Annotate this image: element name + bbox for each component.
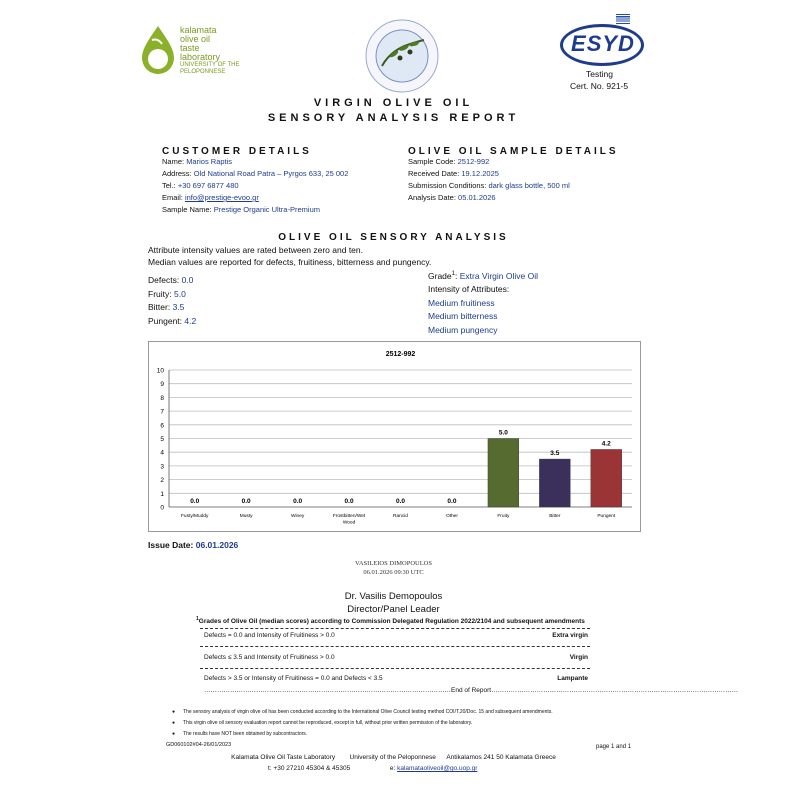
chart-title: 2512-992 — [385, 351, 416, 358]
note-1 — [172, 707, 612, 718]
report-title-line2: SENSORY ANALYSIS REPORT — [267, 112, 520, 124]
grade-row-2 — [204, 654, 588, 661]
tel-value: +30 697 6877 480 — [177, 181, 239, 190]
note-text: This virgin olive oil sensory evaluation report cannot be reproduced, except in full, without prior written permission of the laboratory. — [183, 720, 473, 726]
tel-label: Tel.: — [162, 181, 176, 190]
conditions-value: dark glass bottle, 500 ml — [488, 181, 570, 190]
x-tick-label: Winey — [290, 514, 305, 519]
x-tick-label: Bitter — [549, 514, 561, 519]
y-tick-label: 7 — [160, 408, 164, 416]
y-tick-label: 6 — [160, 422, 164, 430]
note-3 — [172, 729, 612, 740]
lab-logo-uni: UNIVERSITY OF THE — [180, 62, 240, 68]
sample-name-label: Sample Name: — [162, 205, 212, 214]
issue-date — [148, 539, 238, 553]
analysis-heading: OLIVE OIL SENSORY ANALYSIS — [278, 232, 509, 243]
x-tick-label: Pungent — [597, 514, 616, 519]
pungent-value: 4.2 — [184, 315, 197, 326]
address-label: Address: — [162, 169, 192, 178]
y-tick-label: 10 — [156, 367, 164, 375]
bar-chart — [149, 342, 640, 531]
intensity-pungency: Medium pungency — [428, 324, 498, 335]
y-tick-label: 8 — [160, 394, 164, 402]
y-tick-label: 2 — [160, 477, 164, 485]
analysis-date-value: 05.01.2026 — [458, 193, 496, 202]
data-label: 4.2 — [601, 440, 611, 448]
x-tick-label: Frostbitten/Wet — [332, 514, 366, 519]
x-tick-label: Other — [445, 514, 458, 519]
grade-row-1 — [204, 632, 588, 639]
stamp-name: VASILEIOS DIMOPOULOS — [355, 560, 432, 567]
grade-row-text: Defects ≤ 3.5 and Intensity of Fruitiness > 0.0 — [204, 654, 335, 661]
esyd-testing: Testing — [586, 69, 613, 79]
sample-details — [408, 156, 648, 204]
data-label: 0.0 — [395, 498, 406, 505]
signatory-role: Director/Panel Leader — [347, 604, 440, 615]
conditions-label: Submission Conditions: — [408, 181, 487, 190]
seal-icon — [364, 18, 440, 94]
footer-address: Kalamata Olive Oil Taste Laboratory University of the Peloponnese Antikalamos 241 50 Kalamata Greece — [231, 754, 556, 761]
fruity-label: Fruity: — [148, 288, 172, 299]
seal-logo — [364, 18, 440, 94]
signature-stamp — [0, 559, 787, 577]
analysis-date-label: Analysis Date: — [408, 193, 456, 202]
fruity-value: 5.0 — [174, 288, 186, 299]
x-tick-label: Fusty/Muddy — [180, 514, 209, 519]
data-label: 0.0 — [293, 498, 303, 505]
page-number: page 1 and 1 — [596, 744, 632, 750]
grade-label: Grade — [428, 270, 452, 281]
intro-line: Attribute intensity values are rated between zero and ten. — [148, 245, 363, 255]
x-tick-label: Fruity — [497, 514, 510, 519]
issue-label: Issue Date: — [148, 540, 194, 550]
data-label: 0.0 — [344, 498, 354, 505]
note-text: The results have NOT been obtained by subcontractors. — [183, 731, 308, 737]
lab-logo-line: taste — [180, 43, 200, 53]
grade-row-grade: Virgin — [569, 654, 588, 661]
customer-heading: CUSTOMER DETAILS — [162, 146, 312, 157]
lab-logo-uni: PELOPONNESE — [180, 69, 226, 75]
bullet-icon: ● — [172, 731, 176, 737]
name-label: Name: — [162, 157, 185, 166]
grade-block — [428, 268, 648, 337]
note-text: The sensory analysis of virgin olive oil has been conducted according to the International Olive Council testing method COI/T.20/Doc. 15 and subsequent amendments. — [183, 709, 553, 715]
data-label: 5.0 — [498, 429, 508, 437]
sample-heading: OLIVE OIL SAMPLE DETAILS — [408, 146, 619, 157]
bullet-icon: ● — [172, 709, 176, 715]
grade-row-grade: Lampante — [557, 675, 588, 682]
grades-heading — [196, 616, 616, 625]
divider — [200, 668, 590, 669]
y-tick-label: 4 — [160, 449, 164, 457]
divider — [200, 646, 590, 647]
received-value: 19.12.2025 — [461, 169, 499, 178]
divider — [200, 628, 590, 629]
lab-logo — [138, 24, 248, 80]
email-link[interactable]: info@prestige-evoo.gr — [184, 193, 259, 202]
defects-label: Defects: — [148, 275, 180, 285]
grade-value: Extra Virgin Olive Oil — [459, 270, 538, 281]
y-tick-label: 0 — [160, 504, 164, 512]
issue-value: 06.01.2026 — [195, 540, 239, 550]
esyd-cert: Cert. No. 921-5 — [570, 81, 629, 91]
data-label: 0.0 — [190, 498, 200, 505]
sensory-chart — [148, 341, 641, 532]
lab-logo-line: olive oil — [180, 34, 211, 44]
grades-sup: 1 — [196, 616, 199, 622]
lab-logo-line: laboratory — [180, 52, 221, 62]
y-tick-label: 5 — [160, 436, 164, 443]
received-label: Received Date: — [408, 169, 460, 178]
bullet-icon: ● — [172, 720, 176, 726]
grade-row-text: Defects > 3.5 or Intensity of Fruitiness = 0.0 and Defects < 3.5 — [204, 675, 383, 682]
data-label: 3.5 — [550, 450, 560, 458]
note-2 — [172, 718, 612, 729]
grade-sup: 1 — [451, 271, 455, 277]
intensity-fruitiness: Medium fruitiness — [428, 297, 495, 308]
grade-colon: : — [454, 270, 458, 281]
defects-value: 0.0 — [181, 275, 194, 285]
olive-drop-logo-icon — [138, 24, 178, 78]
footer-email-label: e: — [389, 765, 396, 772]
bitter-value: 3.5 — [172, 302, 185, 312]
analysis-intro — [148, 244, 608, 268]
intensity-bitterness: Medium bitterness — [428, 311, 498, 322]
stamp-time: 06.01.2026 09:30 UTC — [363, 569, 424, 576]
end-of-report: ……………………………………………………………………………………………………End of Report…………………………………………………………………………………………………… — [204, 687, 739, 694]
sample-code-value: 2512-992 — [457, 157, 490, 166]
footer-email-link[interactable]: kalamataoliveoil@go.uop.gr — [397, 765, 478, 772]
footer-phone: t: +30 27210 45304 & 45305 — [268, 765, 351, 772]
grade-row-text: Defects = 0.0 and Intensity of Fruitiness > 0.0 — [204, 632, 335, 639]
intensity-label: Intensity of Attributes: — [428, 284, 510, 295]
attribute-values — [148, 274, 348, 328]
bar — [591, 449, 622, 507]
signatory — [0, 590, 787, 616]
data-label: 0.0 — [447, 498, 457, 505]
report-title-line1: VIRGIN OLIVE OIL — [313, 97, 474, 109]
intro-line: Median values are reported for defects, fruitiness, bitterness and pungency. — [148, 257, 432, 267]
bar — [539, 459, 570, 507]
x-tick-label: Rancid — [393, 514, 408, 519]
y-tick-label: 9 — [160, 381, 164, 389]
flag-icon — [616, 14, 630, 24]
footer-contact — [268, 765, 477, 772]
signatory-name: Dr. Vasilis Demopoulos — [344, 591, 443, 602]
y-tick-label: 3 — [160, 463, 164, 471]
x-tick-label: Musty — [239, 514, 253, 519]
grade-row-grade: Extra virgin — [552, 632, 588, 639]
notes — [172, 707, 612, 740]
email-label: Email: — [162, 193, 183, 202]
address-value: Old National Road Patra – Pyrgos 633, 25 002 — [193, 169, 349, 178]
bar — [488, 439, 519, 508]
pungent-label: Pungent: — [148, 315, 183, 326]
esyd-logo — [558, 14, 658, 94]
name-value: Marios Raptis — [186, 157, 233, 166]
lab-logo-line: kalamata — [180, 25, 217, 35]
doc-code: GD060102#04-26/01/2023 — [166, 742, 232, 748]
grades-heading-text: Grades of Olive Oil (median scores) according to Commission Delegated Regulation 2022/2104 and subsequent amendments — [198, 618, 585, 626]
x-tick-label: Wood — [342, 520, 356, 526]
y-tick-label: 1 — [160, 490, 164, 498]
sample-code-label: Sample Code: — [408, 157, 456, 166]
bitter-label: Bitter: — [148, 302, 171, 312]
sample-name-value: Prestige Organic Ultra-Premium — [213, 205, 320, 214]
esyd-logo-text: ESYD — [571, 31, 635, 56]
customer-details — [162, 156, 402, 216]
grade-row-3 — [204, 675, 588, 682]
data-label: 0.0 — [241, 498, 251, 505]
